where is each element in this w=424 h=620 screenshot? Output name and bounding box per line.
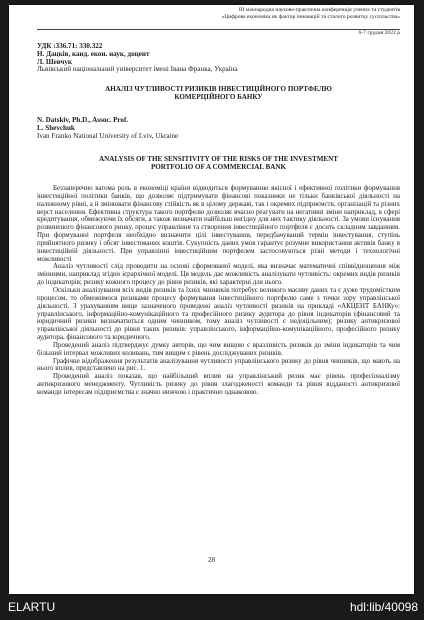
title-ua-line-2: КОМЕРЦІЙНОГО БАНКУ (174, 93, 263, 102)
title-ua (37, 85, 400, 102)
authors-en-block (37, 117, 400, 140)
paragraph: Проведений аналіз підтверджує думку авторів, що чим вищою є вразливість ризиків до зміни індикаторів та чим більший інтервал можливих коливань, тим вищим є рівень досліджуваних ризиків. (37, 340, 400, 357)
header-rule (37, 29, 400, 30)
affiliation-ua: Львівський національний університет імені Івана Франка, Україна (37, 65, 238, 74)
paragraph: Графічне відображення результатів аналізування чутливості управлінського ризику до рівня чинників, що мають на нього вплив, представлено на рис. 1. (37, 356, 400, 373)
running-header (140, 7, 400, 21)
paragraph: Проведений аналіз показав, що найбільший вплив на управлінський ризик має рівень професіоналізму антикризового менеджменту. Чутливість ризику до рівня злагодженості команди та рівня відданості антикризової команди інтересам підприємства є значно нижчою і практично однаковою. (37, 372, 400, 396)
page-number: 28 (208, 556, 215, 564)
title-ua-line-1: АНАЛІЗ ЧУТЛИВОСТІ РИЗИКІВ ІНВЕСТИЦІЙНОГО ПОРТФЕЛЮ (105, 85, 332, 93)
conference-date: 6-7 грудня 2022 р (358, 30, 400, 36)
udc-code: УДК :336.71: 330.322 (37, 42, 103, 50)
conference-name: III міжнародна науково-практична конференція учених та студентів (238, 7, 400, 13)
affiliation-en: Ivan Franko National University of Lviv, Ukraine (37, 131, 179, 140)
document-page (9, 5, 414, 594)
title-en (37, 155, 400, 172)
article-body (37, 185, 400, 397)
author-en-2: L. Shevchuk (37, 123, 75, 132)
author-ua-1: Н. Дацків, канд. екон. наук, доцент (37, 49, 150, 58)
title-en-line-2: PORTFOLIO OF A COMMERCIAL BANK (150, 163, 287, 172)
paragraph: Беззаперечно вагома роль в економіці країни відводиться формуванню якісної і ефективної політики формування інвестиційної політики банків, що дозволяє підтримувати фінансові показники не тільки банківської діяльності на належному рівні, а й змінювати фінансову стійкість як в цілому державі, так і окремих підприємств, організацій та різних верст населення. Ефективна структура такого портфелю дозволяє вчасно реагувати на негативні зміни наприклад, в сфері кредитування, обмежуючи їх обсяги, а також визначати найбільш вигідну для них тактику діяльності. За умови існування розвиненого фінансового ринку, процес управління та створення інвестиційного портфеля є досить складним завданням. При формуванні портфеля необхідно визначити цілі інвестування, передбачуваний термін інвестування, ступінь прийнятного ризику і обсяг інвестованих коштів. Сукупність даних умов гарантує розумне використання активів банку в інвестиційній діяльності. При управлінні інвестиційним портфелем застосовуються різні методи і технологічні можливості (37, 184, 400, 263)
paragraph: Оскільки аналізування всіх видів ризиків та їхніх чинників потребує великого масиву даних та є дуже трудомістким процесом, то обмежимося ризиками процесу формування інвестиційного портфелю саме з точки зору управлінської діяльності. З урахуванням вище зазначеного проведено аналіз чутливості ризиків на прикладі «АКЦЕНТ БАНКу»: управлінського, інформаційно-комунікаційного та професійного ризику аудитора до рівня індикаторів (фінансовий та юридичний ризики визначатються одним чинником, тому аналіз чутливості є недоцільним); ризику антикризової управлінської діяльності до рівня таких ризиків: управлінського, інформаційно-комунікаційного, професійного ризику аудитора, фінансового та юридичного. (37, 285, 400, 342)
repository-name: ELARTU (8, 600, 56, 614)
author-en-1: N. Datskiv, Ph.D., Assoc. Prof. (37, 116, 129, 124)
handle-id: hdl:lib/40098 (349, 600, 418, 614)
repository-footer (0, 598, 424, 616)
author-ua-2: Л. Шевчук (37, 57, 72, 66)
paragraph: Аналіз чутливості слід проводити на основі сформованої моделі, яка визначає математичні співвідношення між змінними, наприклад згідно ієрархічної моделі. Ця модель дає можливість аналізувати чутливість: окремих видів ризиків до індикаторів; ризику кожного процесу до рівня ризиків, які характерні для нього. (37, 262, 400, 287)
udc-block (37, 43, 400, 74)
title-en-line-1: ANALYSIS OF THE SENSITIVITY OF THE RISKS OF THE INVESTMENT (99, 155, 338, 163)
conference-theme: «Цифрова економіка як фактор інновацій та сталого розвитку суспільства» (221, 13, 400, 20)
